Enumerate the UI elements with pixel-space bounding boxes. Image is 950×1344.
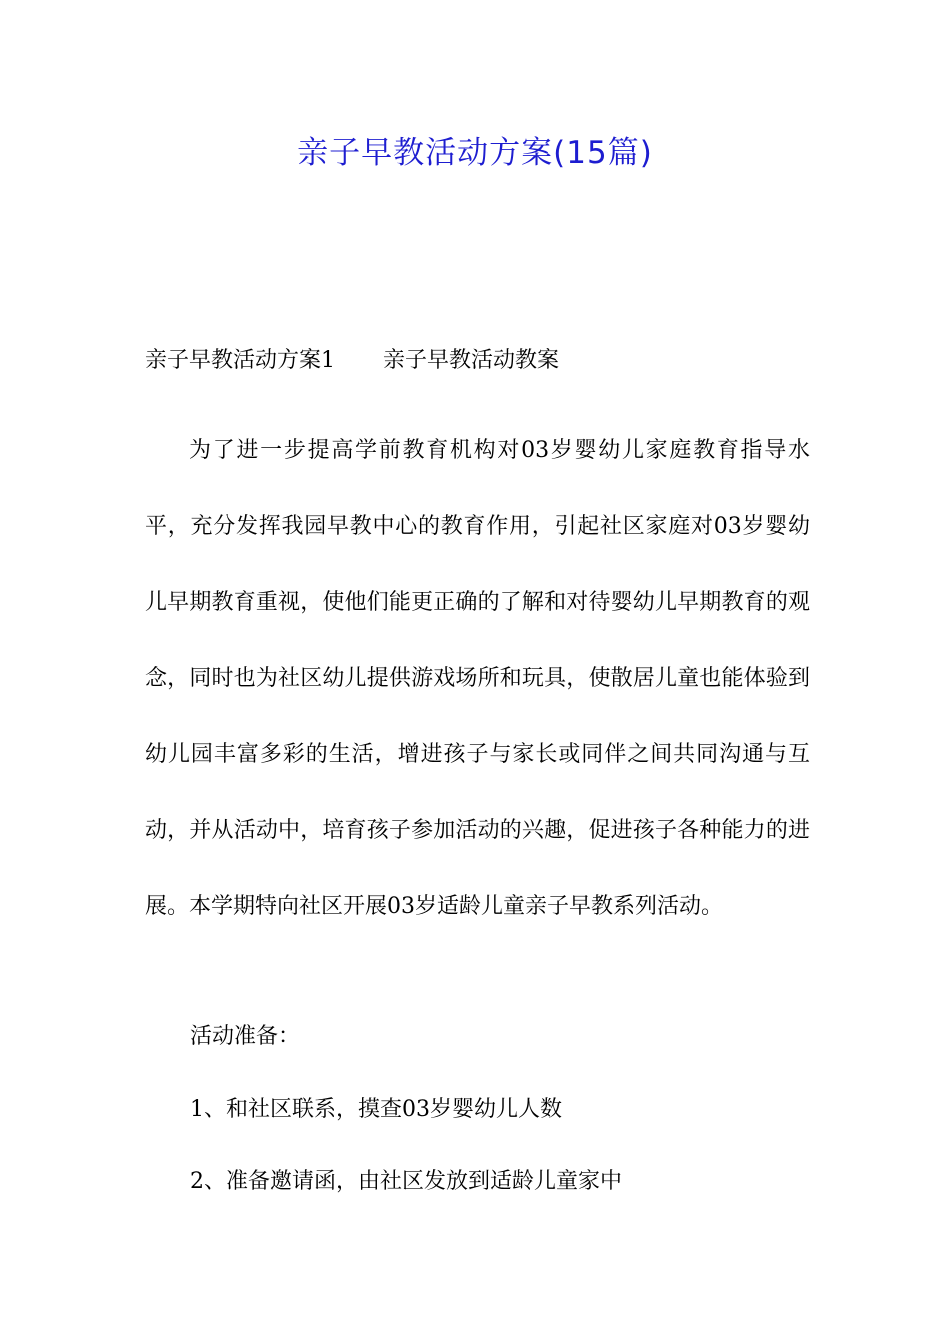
- preparation-item-2: 2、准备邀请函，由社区发放到适龄儿童家中: [190, 1169, 622, 1194]
- section-heading-line: [145, 343, 559, 379]
- preparation-item-1: 1、和社区联系，摸查03岁婴幼儿人数: [190, 1097, 562, 1122]
- section-heading: 亲子早教活动方案1: [145, 348, 335, 373]
- preparation-label: 活动准备：: [190, 1024, 301, 1049]
- document-title: 亲子早教活动方案(15篇): [297, 135, 653, 171]
- section-subheading: 亲子早教活动教案: [383, 348, 560, 373]
- intro-paragraph: 为了进一步提高学前教育机构对03岁婴幼儿家庭教育指导水平，充分发挥我园早教中心的教育作用，引起社区家庭对03岁婴幼儿早期教育重视，使他们能更正确的了解和对待婴幼儿早期教育的观念，同时也为社区幼儿提供游戏场所和玩具，使散居儿童也能体验到幼儿园丰富多彩的生活，增进孩子与家长或同伴之间共同沟通与互动，并从活动中，培育孩子参加活动的兴趣，促进孩子各种能力的进展。本学期特向社区开展03岁适龄儿童亲子早教系列活动。: [145, 438, 810, 919]
